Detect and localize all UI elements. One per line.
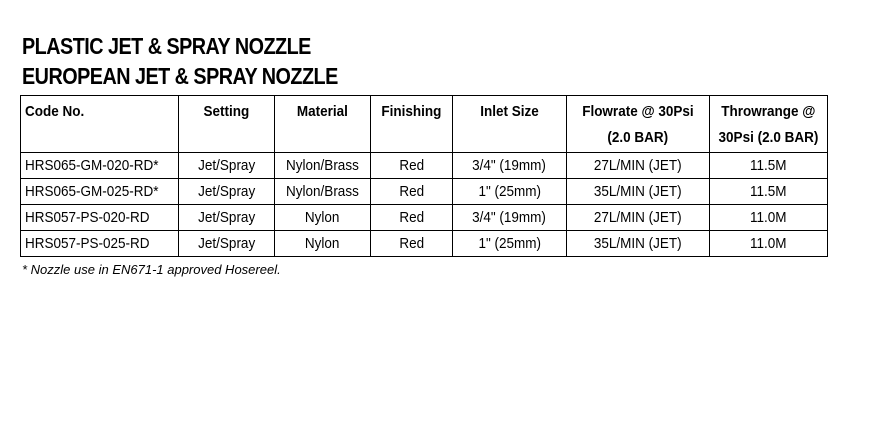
cell-inlet-size: 1" (25mm) (453, 179, 567, 205)
cell-finishing: Red (371, 205, 453, 231)
cell-setting: Jet/Spray (179, 153, 275, 179)
cell-finishing: Red (371, 179, 453, 205)
header-code: Code No. (21, 96, 179, 153)
table-row (21, 179, 828, 205)
cell-material: Nylon/Brass (275, 179, 371, 205)
cell-finishing: Red (371, 153, 453, 179)
cell-material: Nylon (275, 205, 371, 231)
cell-inlet-size: 3/4" (19mm) (453, 205, 567, 231)
cell-code: HRS065-GM-020-RD* (21, 153, 179, 179)
title-plastic-nozzle: PLASTIC JET & SPRAY NOZZLE (22, 33, 311, 59)
header-throwrange (710, 96, 828, 153)
cell-setting: Jet/Spray (179, 231, 275, 257)
cell-throwrange: 11.0M (710, 231, 828, 257)
cell-material: Nylon (275, 231, 371, 257)
header-flowrate-line2: (2.0 BAR) (607, 129, 669, 146)
header-inlet-size: Inlet Size (453, 96, 567, 153)
spec-table (20, 95, 828, 257)
table-row (21, 231, 828, 257)
header-row (21, 96, 828, 153)
table-row (21, 153, 828, 179)
header-throwrange-line1: Throwrange @ (721, 103, 816, 120)
header-throwrange-line2: 30Psi (2.0 BAR) (718, 129, 819, 146)
cell-code: HRS065-GM-025-RD* (21, 179, 179, 205)
header-setting: Setting (179, 96, 275, 153)
cell-throwrange: 11.0M (710, 205, 828, 231)
footnote: * Nozzle use in EN671-1 approved Hosereel. (22, 262, 281, 277)
cell-throwrange: 11.5M (710, 153, 828, 179)
title-european-nozzle: EUROPEAN JET & SPRAY NOZZLE (22, 63, 338, 89)
cell-setting: Jet/Spray (179, 205, 275, 231)
title-block (22, 31, 389, 91)
cell-flowrate: 27L/MIN (JET) (567, 153, 710, 179)
cell-flowrate: 35L/MIN (JET) (567, 179, 710, 205)
cell-finishing: Red (371, 231, 453, 257)
cell-inlet-size: 3/4" (19mm) (453, 153, 567, 179)
cell-code: HRS057-PS-020-RD (21, 205, 179, 231)
cell-code: HRS057-PS-025-RD (21, 231, 179, 257)
header-flowrate-line1: Flowrate @ 30Psi (582, 103, 694, 120)
cell-material: Nylon/Brass (275, 153, 371, 179)
header-flowrate (567, 96, 710, 153)
table-row (21, 205, 828, 231)
header-material: Material (275, 96, 371, 153)
cell-flowrate: 35L/MIN (JET) (567, 231, 710, 257)
cell-setting: Jet/Spray (179, 179, 275, 205)
cell-flowrate: 27L/MIN (JET) (567, 205, 710, 231)
cell-inlet-size: 1" (25mm) (453, 231, 567, 257)
cell-throwrange: 11.5M (710, 179, 828, 205)
header-finishing: Finishing (371, 96, 453, 153)
